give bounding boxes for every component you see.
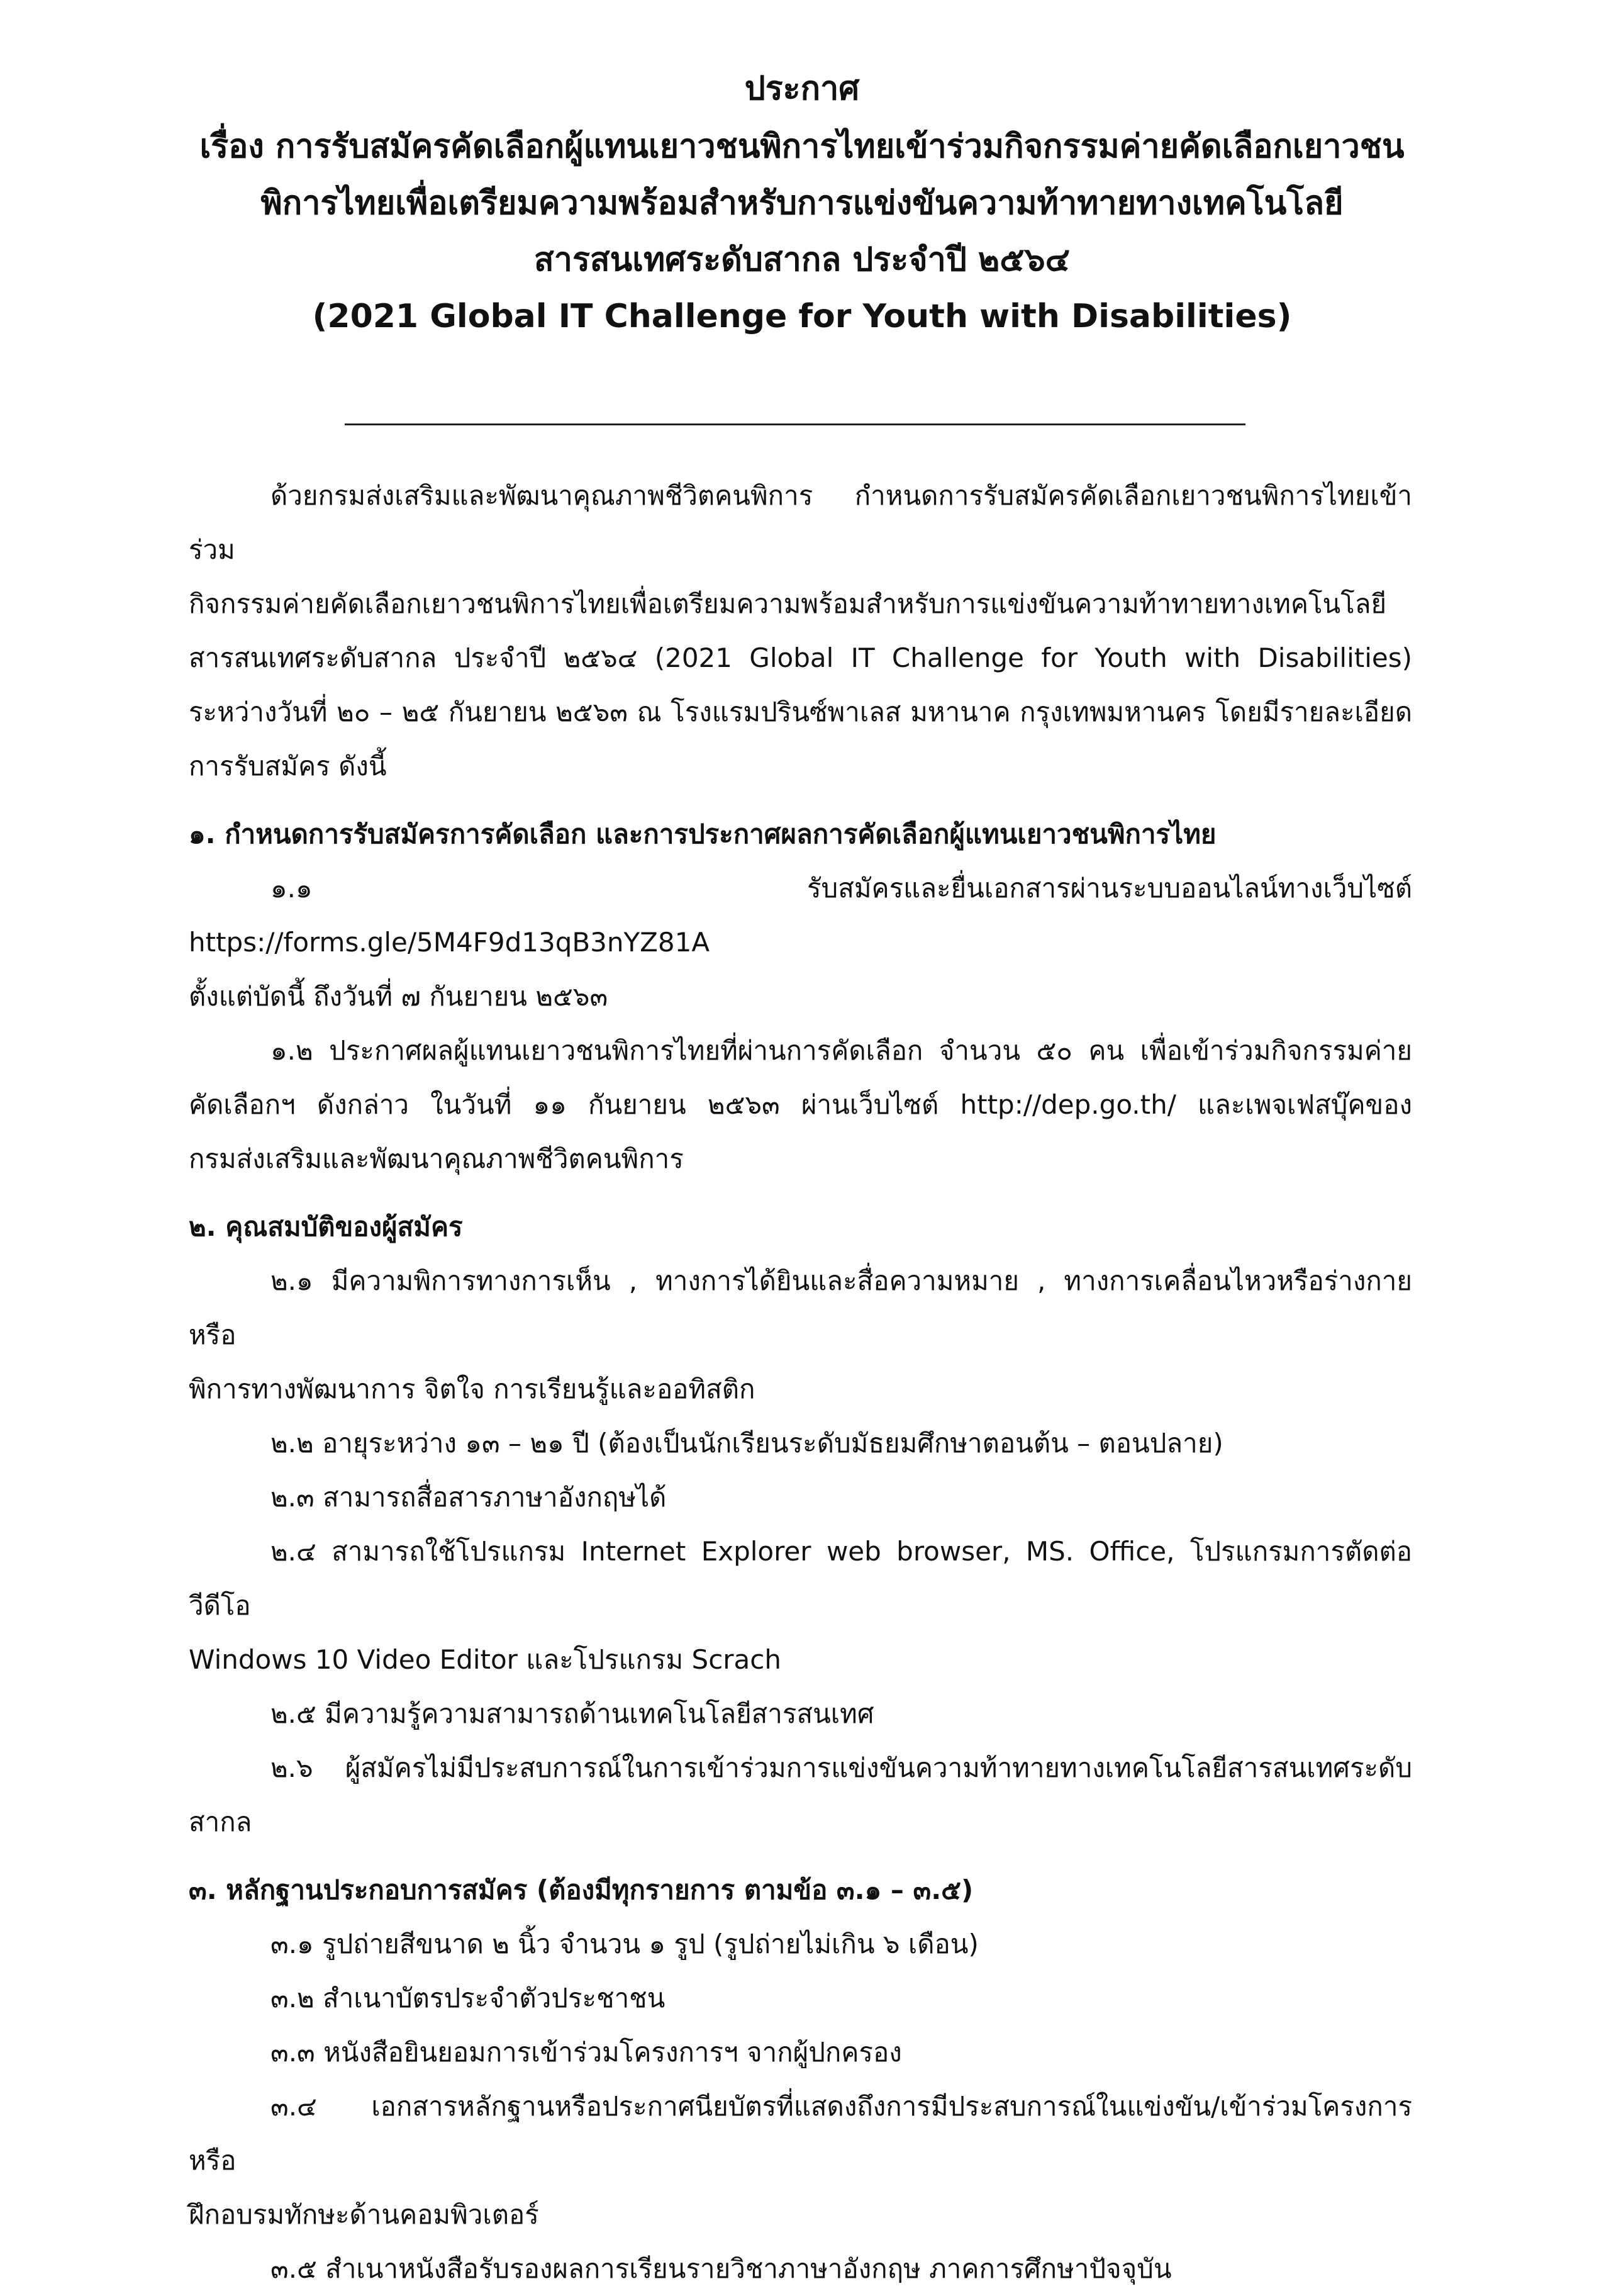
intro-line: ด้วยกรมส่งเสริมและพัฒนาคุณภาพชีวิตคนพิการ กำหนดการรับสมัครคัดเลือกเยาวชนพิการไทยเข้าร่วม [189,480,1412,565]
section-3-item-1: ๓.๑ รูปถ่ายสีขนาด ๒ นิ้ว จำนวน ๑ รูป (รูปถ่ายไม่เกิน ๖ เดือน) [270,1929,979,1959]
section-1-item-2: ๑.๒ ประกาศผลผู้แทนเยาวชนพิการไทยที่ผ่านการคัดเลือก จำนวน ๕๐ คน เพื่อเข้าร่วมกิจกรรมค่าย [270,1035,1412,1066]
section-2-heading: ๒. คุณสมบัติของผู้สมัคร [189,1211,463,1242]
section-3-item-4: ๓.๔ เอกสารหลักฐานหรือประกาศนียบัตรที่แสดงถึงการมีประสบการณ์ในแข่งขัน/เข้าร่วมโครงการหรือ [189,2091,1412,2176]
section-1-item-2-cont: กรมส่งเสริมและพัฒนาคุณภาพชีวิตคนพิการ [189,1143,684,1174]
section-1-item-1: ๑.๑ รับสมัครและยื่นเอกสารผ่านระบบออนไลน์ทางเว็บไซต์ https://forms.gle/5M4F9d13qB3nYZ81A [189,873,1412,958]
announcement-title: ประกาศ [744,70,860,108]
section-2-item-4: ๒.๔ สามารถใช้โปรแกรม Internet Explorer web browser, MS. Office, โปรแกรมการตัดต่อวีดีโอ [189,1536,1412,1621]
section-2-item-2: ๒.๒ อายุระหว่าง ๑๓ – ๒๑ ปี (ต้องเป็นนักเรียนระดับมัธยมศึกษาตอนต้น – ตอนปลาย) [270,1428,1223,1459]
intro-line: ระหว่างวันที่ ๒๐ – ๒๕ กันยายน ๒๕๖๓ ณ โรงแรมปรินซ์พาเลส มหานาค กรุงเทพมหานคร โดยมีรายละเอียด [189,697,1412,727]
section-2-item-5: ๒.๕ มีความรู้ความสามารถด้านเทคโนโลยีสารสนเทศ [270,1698,874,1729]
section-2-item-4-cont: Windows 10 Video Editor และโปรแกรม Scrach [189,1644,782,1675]
section-1-item-1-cont: ตั้งแต่บัดนี้ ถึงวันที่ ๗ กันยายน ๒๕๖๓ [189,981,608,1012]
section-2-item-6: ๒.๖ ผู้สมัครไม่มีประสบการณ์ในการเข้าร่วมการแข่งขันความท้าทายทางเทคโนโลยีสารสนเทศระดับสากล [189,1752,1412,1837]
intro-line: สารสนเทศระดับสากล ประจำปี ๒๕๖๔ (2021 Global IT Challenge for Youth with Disabilities) [189,642,1412,673]
section-2-item-3: ๒.๓ สามารถสื่อสารภาษาอังกฤษได้ [270,1482,667,1513]
announcement-subject-line-1: เรื่อง การรับสมัครคัดเลือกผู้แทนเยาวชนพิการไทยเข้าร่วมกิจกรรมค่ายคัดเลือกเยาวชน [199,128,1405,165]
intro-line: กิจกรรมค่ายคัดเลือกเยาวชนพิการไทยเพื่อเตรียมความพร้อมสำหรับการแข่งขันความท้าทายทางเทคโนโลยี [189,588,1387,619]
document-body [189,469,1412,2296]
section-2-item-1-cont: พิการทางพัฒนาการ จิตใจ การเรียนรู้และออทิสติก [189,1374,755,1404]
intro-paragraph [189,469,1412,793]
intro-line: การรับสมัคร ดังนี้ [189,751,387,781]
section-3-heading: ๓. หลักฐานประกอบการสมัคร (ต้องมีทุกรายการ ตามข้อ ๓.๑ – ๓.๕) [189,1874,974,1905]
announcement-subject-line-3: สารสนเทศระดับสากล ประจำปี ๒๕๖๔ [534,241,1070,279]
section-2-item-1: ๒.๑ มีความพิการทางการเห็น , ทางการได้ยินและสื่อความหมาย , ทางการเคลื่อนไหวหรือร่างกาย หรือ [189,1265,1412,1350]
section-3-item-4-cont: ฝึกอบรมทักษะด้านคอมพิวเตอร์ [189,2199,539,2230]
section-1-heading: ๑. กำหนดการรับสมัครการคัดเลือก และการประกาศผลการคัดเลือกผู้แทนเยาวชนพิการไทย [189,819,1217,849]
announcement-header [126,60,1478,345]
header-divider [345,423,1245,425]
section-3-item-2: ๓.๒ สำเนาบัตรประจำตัวประชาชน [270,1983,666,2013]
announcement-subject-english: (2021 Global IT Challenge for Youth with Disabilities) [312,298,1292,335]
announcement-subject-line-2: พิการไทยเพื่อเตรียมความพร้อมสำหรับการแข่งขันความท้าทายทางเทคโนโลยี [260,184,1344,222]
section-3-item-5: ๓.๕ สำเนาหนังสือรับรองผลการเรียนรายวิชาภาษาอังกฤษ ภาคการศึกษาปัจจุบัน [270,2253,1172,2284]
section-1-item-2-cont: คัดเลือกฯ ดังกล่าว ในวันที่ ๑๑ กันยายน ๒๕๖๓ ผ่านเว็บไซต์ http://dep.go.th/ และเพจเฟสบุ๊คของ [189,1089,1412,1120]
section-3-item-3: ๓.๓ หนังสือยินยอมการเข้าร่วมโครงการฯ จากผู้ปกครอง [270,2037,902,2068]
